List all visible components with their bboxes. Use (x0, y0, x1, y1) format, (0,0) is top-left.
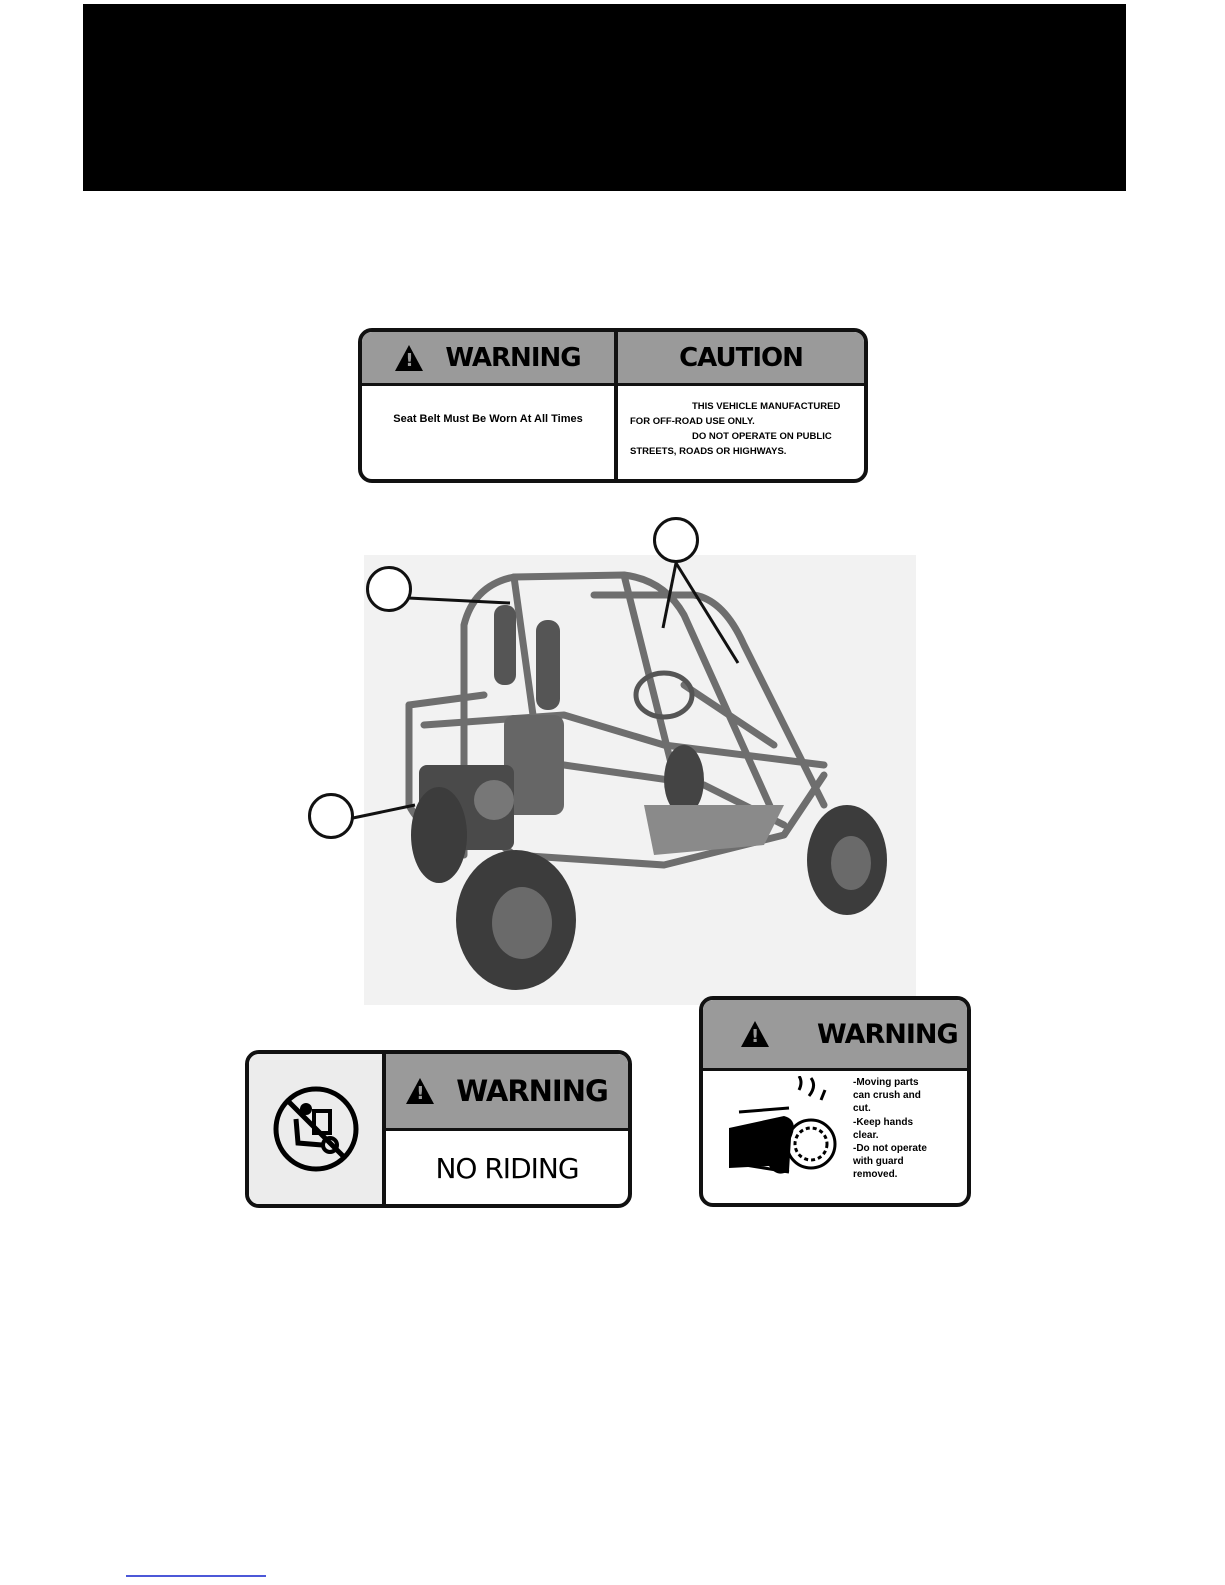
moving-parts-decal (699, 996, 971, 1207)
no-riding-icon (270, 1083, 362, 1175)
callout-marker (366, 566, 412, 612)
callout-marker (308, 793, 354, 839)
callout-marker (653, 517, 699, 563)
caution-heading: CAUTION (679, 342, 803, 373)
warning-heading: WARNING (817, 1018, 958, 1050)
seat-belt-text: Seat Belt Must Be Worn At All Times (393, 413, 583, 425)
link-underline (126, 1575, 266, 1577)
no-riding-text: NO RIDING (435, 1152, 579, 1185)
warning-heading: WARNING (445, 342, 581, 373)
caution-text: THIS VEHICLE MANUFACTURED FOR OFF-ROAD USE ONLY. DO NOT OPERATE ON PUBLIC STREETS, ROADS OR HIGHWAYS. (630, 401, 841, 457)
moving-parts-text: -Moving parts can crush and cut. -Keep hands clear. -Do not operate with guard removed. (853, 1077, 927, 1181)
hand-chain-icon (729, 1076, 849, 1196)
no-riding-decal (245, 1050, 632, 1208)
warning-triangle-icon (741, 1021, 769, 1047)
warning-triangle-icon (406, 1078, 434, 1104)
warning-heading: WARNING (456, 1074, 608, 1108)
